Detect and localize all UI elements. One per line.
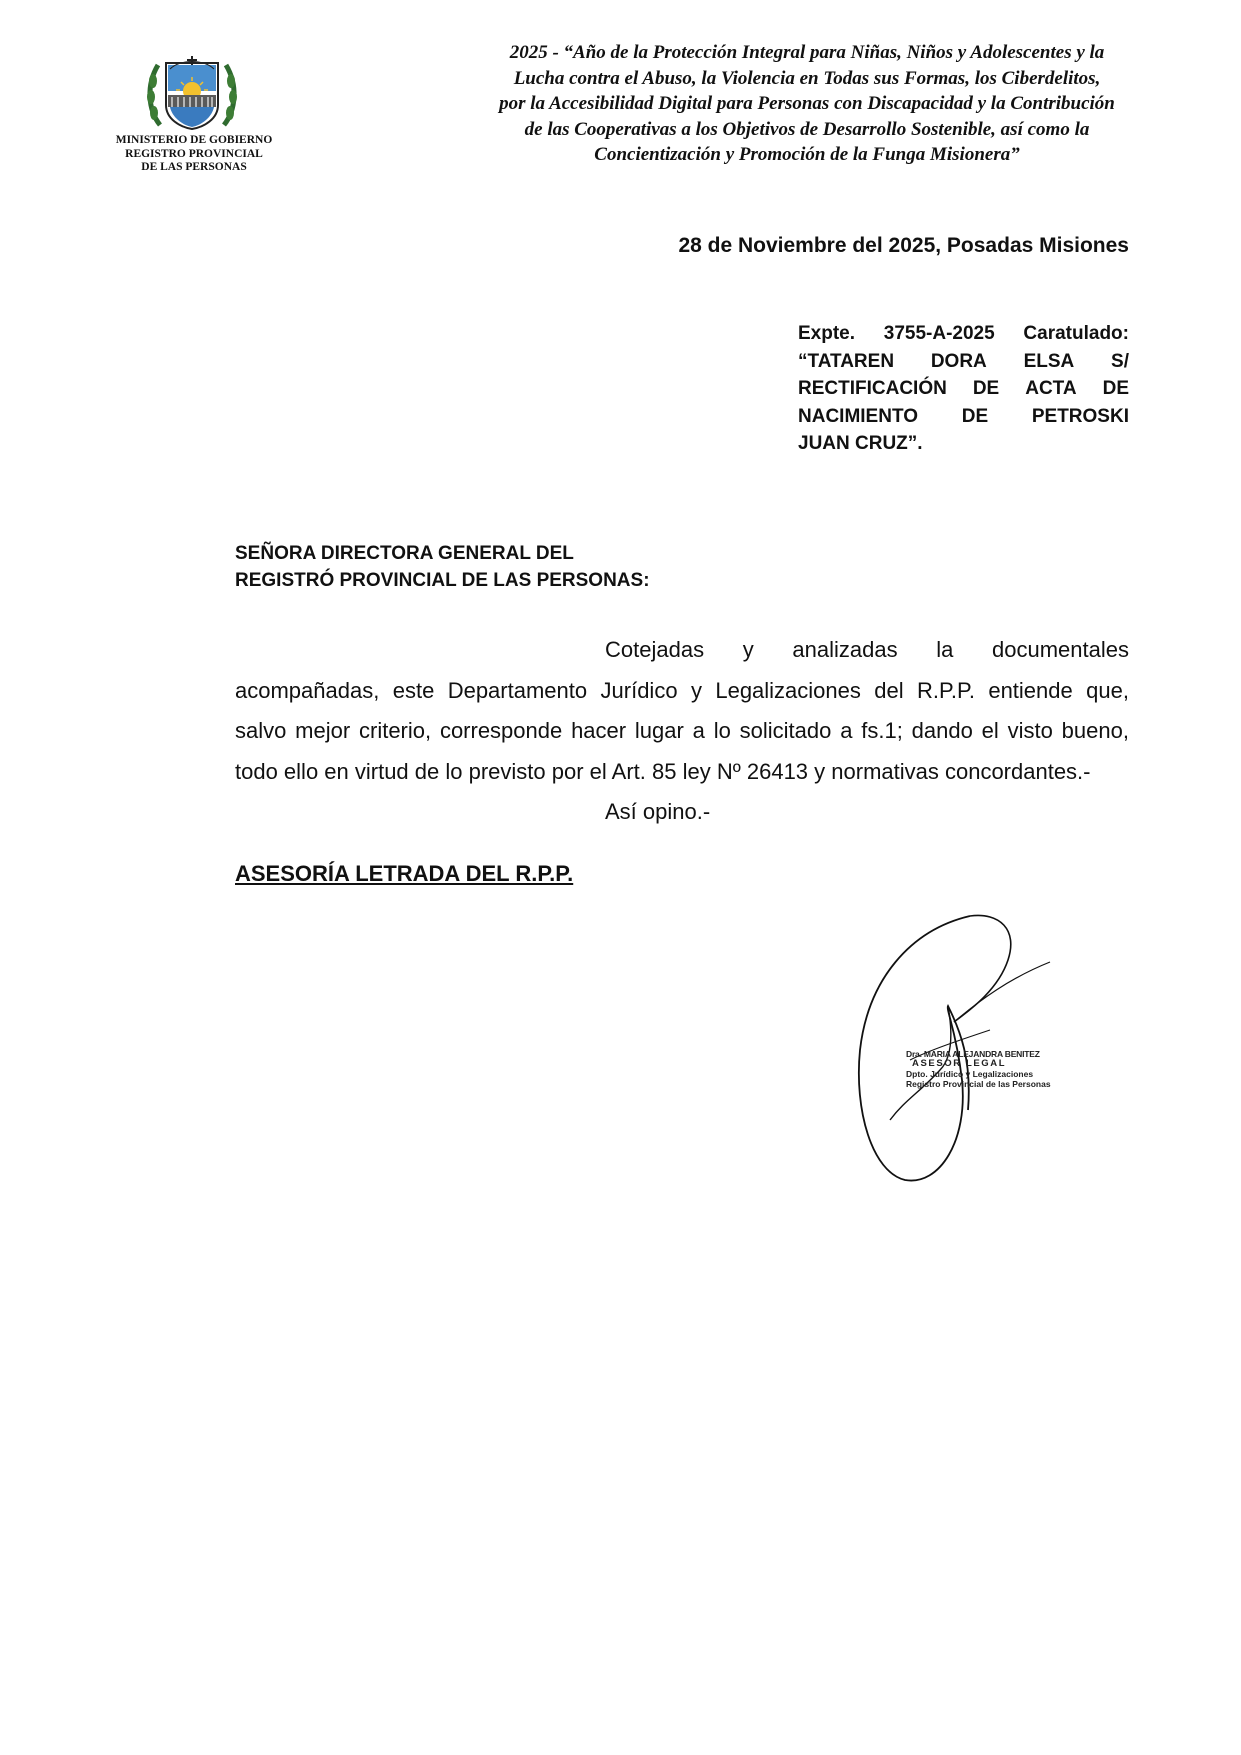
closing-line: Así opino.- bbox=[605, 799, 711, 824]
word: este bbox=[392, 677, 435, 703]
stamp-line: Dpto. Jurídico y Legalizaciones bbox=[906, 1069, 1034, 1079]
organization-name bbox=[104, 134, 284, 175]
word: hacer bbox=[571, 718, 627, 743]
motto-line: 2025 - “Año de la Protección Integral para Niñas, Niños y Adolescentes y la bbox=[509, 42, 1105, 63]
case-reference-line bbox=[798, 348, 1129, 376]
organization-line: MINISTERIO DE GOBIERNO bbox=[115, 134, 273, 146]
word: R.P.P. bbox=[917, 677, 975, 703]
word: Expte. bbox=[798, 323, 856, 344]
case-reference-line bbox=[798, 375, 1129, 403]
word: Cotejadas bbox=[605, 637, 705, 662]
date-line: 28 de Noviembre del 2025, Posadas Misiones bbox=[678, 234, 1129, 257]
word: S/ bbox=[1111, 350, 1129, 372]
word: DE bbox=[972, 378, 1000, 399]
word: NACIMIENTO bbox=[798, 405, 918, 427]
addressee-line: SEÑORA DIRECTORA GENERAL DEL bbox=[235, 543, 574, 564]
word: que, bbox=[1086, 677, 1129, 703]
word: Caratulado: bbox=[1023, 323, 1129, 344]
word: documentales bbox=[992, 637, 1129, 662]
word: visto bbox=[1007, 718, 1053, 743]
addressee bbox=[235, 540, 650, 594]
motto-line: por la Accesibilidad Digital para Personas con Discapacidad y la Contribución bbox=[499, 93, 1115, 114]
word: a bbox=[692, 718, 705, 743]
word: analizadas bbox=[792, 637, 898, 662]
word: 3755-A-2025 bbox=[883, 323, 995, 344]
signature-heading: ASESORÍA LETRADA DEL R.P.P. bbox=[235, 861, 574, 886]
word: del bbox=[874, 677, 904, 703]
word: “TATAREN bbox=[798, 350, 895, 372]
word: DORA bbox=[930, 350, 987, 372]
motto-line: Concientización y Promoción de la Funga Misionera” bbox=[594, 144, 1020, 165]
word: bueno, bbox=[1061, 718, 1129, 743]
word: corresponde bbox=[439, 718, 563, 743]
body-line bbox=[235, 630, 1129, 671]
word: entiende bbox=[988, 677, 1073, 703]
case-reference-line: JUAN CRUZ”. bbox=[798, 433, 923, 454]
word: DE bbox=[961, 405, 989, 427]
word: dando bbox=[911, 718, 973, 743]
case-reference bbox=[798, 320, 1129, 458]
word: lo bbox=[713, 718, 731, 743]
body-paragraph bbox=[235, 630, 1129, 833]
word: Jurídico bbox=[600, 677, 678, 703]
official-stamp bbox=[906, 1049, 1056, 1089]
stamp-line: Dra. MARIA ALEJANDRA BENITEZ bbox=[906, 1049, 1040, 1059]
word: y bbox=[690, 677, 702, 703]
body-line bbox=[235, 671, 1129, 712]
body-line: todo ello en virtud de lo previsto por el Art. 85 ley Nº 26413 y normativas concordantes.- bbox=[235, 758, 1091, 784]
case-reference-line bbox=[798, 320, 1129, 348]
word: Departamento bbox=[447, 677, 588, 703]
motto-line: de las Cooperativas a los Objetivos de Desarrollo Sostenible, así como la bbox=[524, 118, 1090, 140]
stamp-line: ASESOR LEGAL bbox=[912, 1058, 1007, 1069]
word: criterio, bbox=[359, 718, 432, 743]
word: solicitado bbox=[739, 718, 832, 743]
word: a bbox=[840, 718, 853, 743]
word: mejor bbox=[295, 718, 351, 743]
addressee-line: REGISTRÓ PROVINCIAL DE LAS PERSONAS: bbox=[235, 570, 650, 591]
year-motto bbox=[462, 40, 1152, 168]
word: la bbox=[936, 637, 954, 662]
motto-line: Lucha contra el Abuso, la Violencia en Todas sus Formas, los Ciberdelitos, bbox=[513, 67, 1101, 89]
body-line bbox=[235, 711, 1129, 752]
word: el bbox=[981, 718, 999, 743]
organization-line: REGISTRO PROVINCIAL bbox=[125, 147, 263, 160]
word: PETROSKI bbox=[1031, 405, 1129, 427]
word: lugar bbox=[634, 718, 684, 743]
word: Legalizaciones bbox=[715, 677, 861, 703]
stamp-line: Registro Provincial de las Personas bbox=[906, 1079, 1051, 1089]
word: ACTA bbox=[1025, 378, 1077, 399]
word: acompañadas, bbox=[235, 677, 380, 703]
word: RECTIFICACIÓN bbox=[798, 378, 947, 399]
word: fs.1; bbox=[861, 718, 903, 743]
word: y bbox=[742, 637, 754, 662]
word: ELSA bbox=[1023, 350, 1075, 372]
word: DE bbox=[1102, 378, 1129, 399]
provincial-seal bbox=[140, 55, 244, 131]
organization-line: DE LAS PERSONAS bbox=[141, 161, 247, 173]
word: salvo bbox=[235, 718, 287, 743]
case-reference-line bbox=[798, 403, 1129, 431]
